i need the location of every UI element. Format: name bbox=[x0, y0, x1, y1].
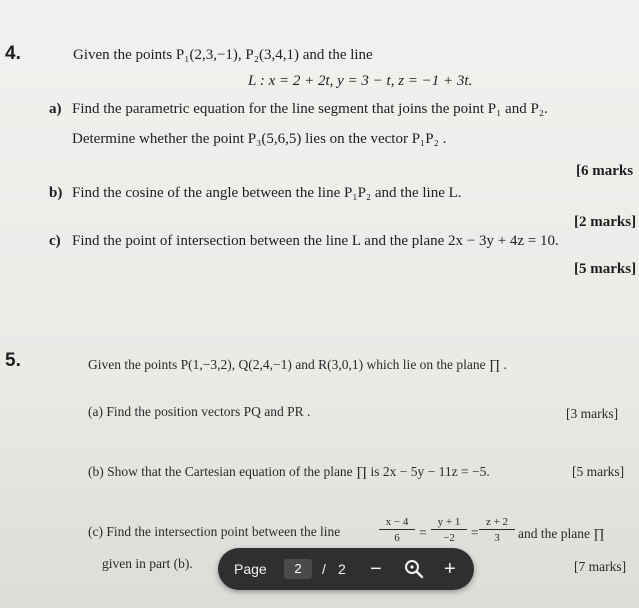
fraction-x bbox=[379, 516, 415, 544]
q5-part-c-tail: and the plane ∏ bbox=[518, 526, 605, 541]
q4-part-c-text: Find the point of intersection between the line L and the plane 2x − 3y + 4z = 10. bbox=[72, 233, 559, 249]
question-4-number: 4. bbox=[5, 43, 21, 64]
total-pages: 2 bbox=[338, 561, 346, 577]
fraction-z-denominator: 3 bbox=[494, 532, 500, 544]
question-5-number: 5. bbox=[5, 350, 21, 371]
fraction-y-numerator: y + 1 bbox=[431, 516, 467, 530]
q4-part-c-marks: [5 marks] bbox=[574, 261, 637, 277]
q4-part-a-marks: [6 marks bbox=[576, 163, 634, 179]
zoom-button[interactable] bbox=[404, 548, 426, 590]
q5-part-c-text: (c) Find the intersection point between the line bbox=[88, 524, 341, 539]
page-label: Page bbox=[234, 561, 267, 577]
zoom-out-button[interactable]: − bbox=[370, 558, 382, 580]
q4-part-b-text: Find the cosine of the angle between the line P₁P₂ and the line L. bbox=[72, 185, 462, 201]
magnifier-icon bbox=[404, 559, 424, 579]
fraction-y bbox=[431, 516, 467, 544]
current-page-input[interactable]: 2 bbox=[284, 559, 312, 579]
q5-part-a-text: (a) Find the position vectors PQ and PR . bbox=[88, 404, 311, 419]
q4-statement-line1: Given the points P₁(2,3,−1), P₂(3,4,1) and the line bbox=[73, 47, 373, 63]
equals-sign-1: = bbox=[419, 525, 427, 540]
fraction-y-denominator: −2 bbox=[443, 532, 455, 544]
page-separator: / bbox=[322, 561, 326, 577]
q5-part-c-text2: given in part (b). bbox=[102, 556, 193, 571]
fraction-x-numerator: x − 4 bbox=[379, 516, 415, 530]
q4-part-a-text: Find the parametric equation for the line segment that joins the point P₁ and P₂. bbox=[72, 101, 548, 117]
equals-sign-2: = bbox=[471, 525, 479, 540]
fraction-z-numerator: z + 2 bbox=[479, 516, 515, 530]
q4-part-c-label: c) bbox=[49, 233, 61, 249]
q4-line-equation: L : x = 2 + 2t, y = 3 − t, z = −1 + 3t. bbox=[248, 73, 473, 89]
q4-part-b-label: b) bbox=[49, 185, 63, 201]
zoom-in-button[interactable]: + bbox=[444, 558, 456, 580]
q5-part-b-text: (b) Show that the Cartesian equation of the plane ∏ is 2x − 5y − 11z = −5. bbox=[88, 464, 490, 479]
fraction-z bbox=[479, 516, 515, 544]
q4-part-a-text2: Determine whether the point P₃(5,6,5) lies on the vector P₁P₂ . bbox=[72, 131, 447, 147]
q4-part-b-marks: [2 marks] bbox=[574, 214, 637, 230]
q4-part-a-label: a) bbox=[49, 101, 62, 117]
q5-part-b-marks: [5 marks] bbox=[572, 464, 625, 479]
q5-statement: Given the points P(1,−3,2), Q(2,4,−1) and R(3,0,1) which lie on the plane ∏ . bbox=[88, 357, 507, 372]
q5-part-a-marks: [3 marks] bbox=[566, 406, 619, 421]
page-navigation-toolbar bbox=[218, 548, 474, 590]
fraction-x-denominator: 6 bbox=[394, 532, 400, 544]
q5-part-c-marks: [7 marks] bbox=[574, 559, 627, 574]
